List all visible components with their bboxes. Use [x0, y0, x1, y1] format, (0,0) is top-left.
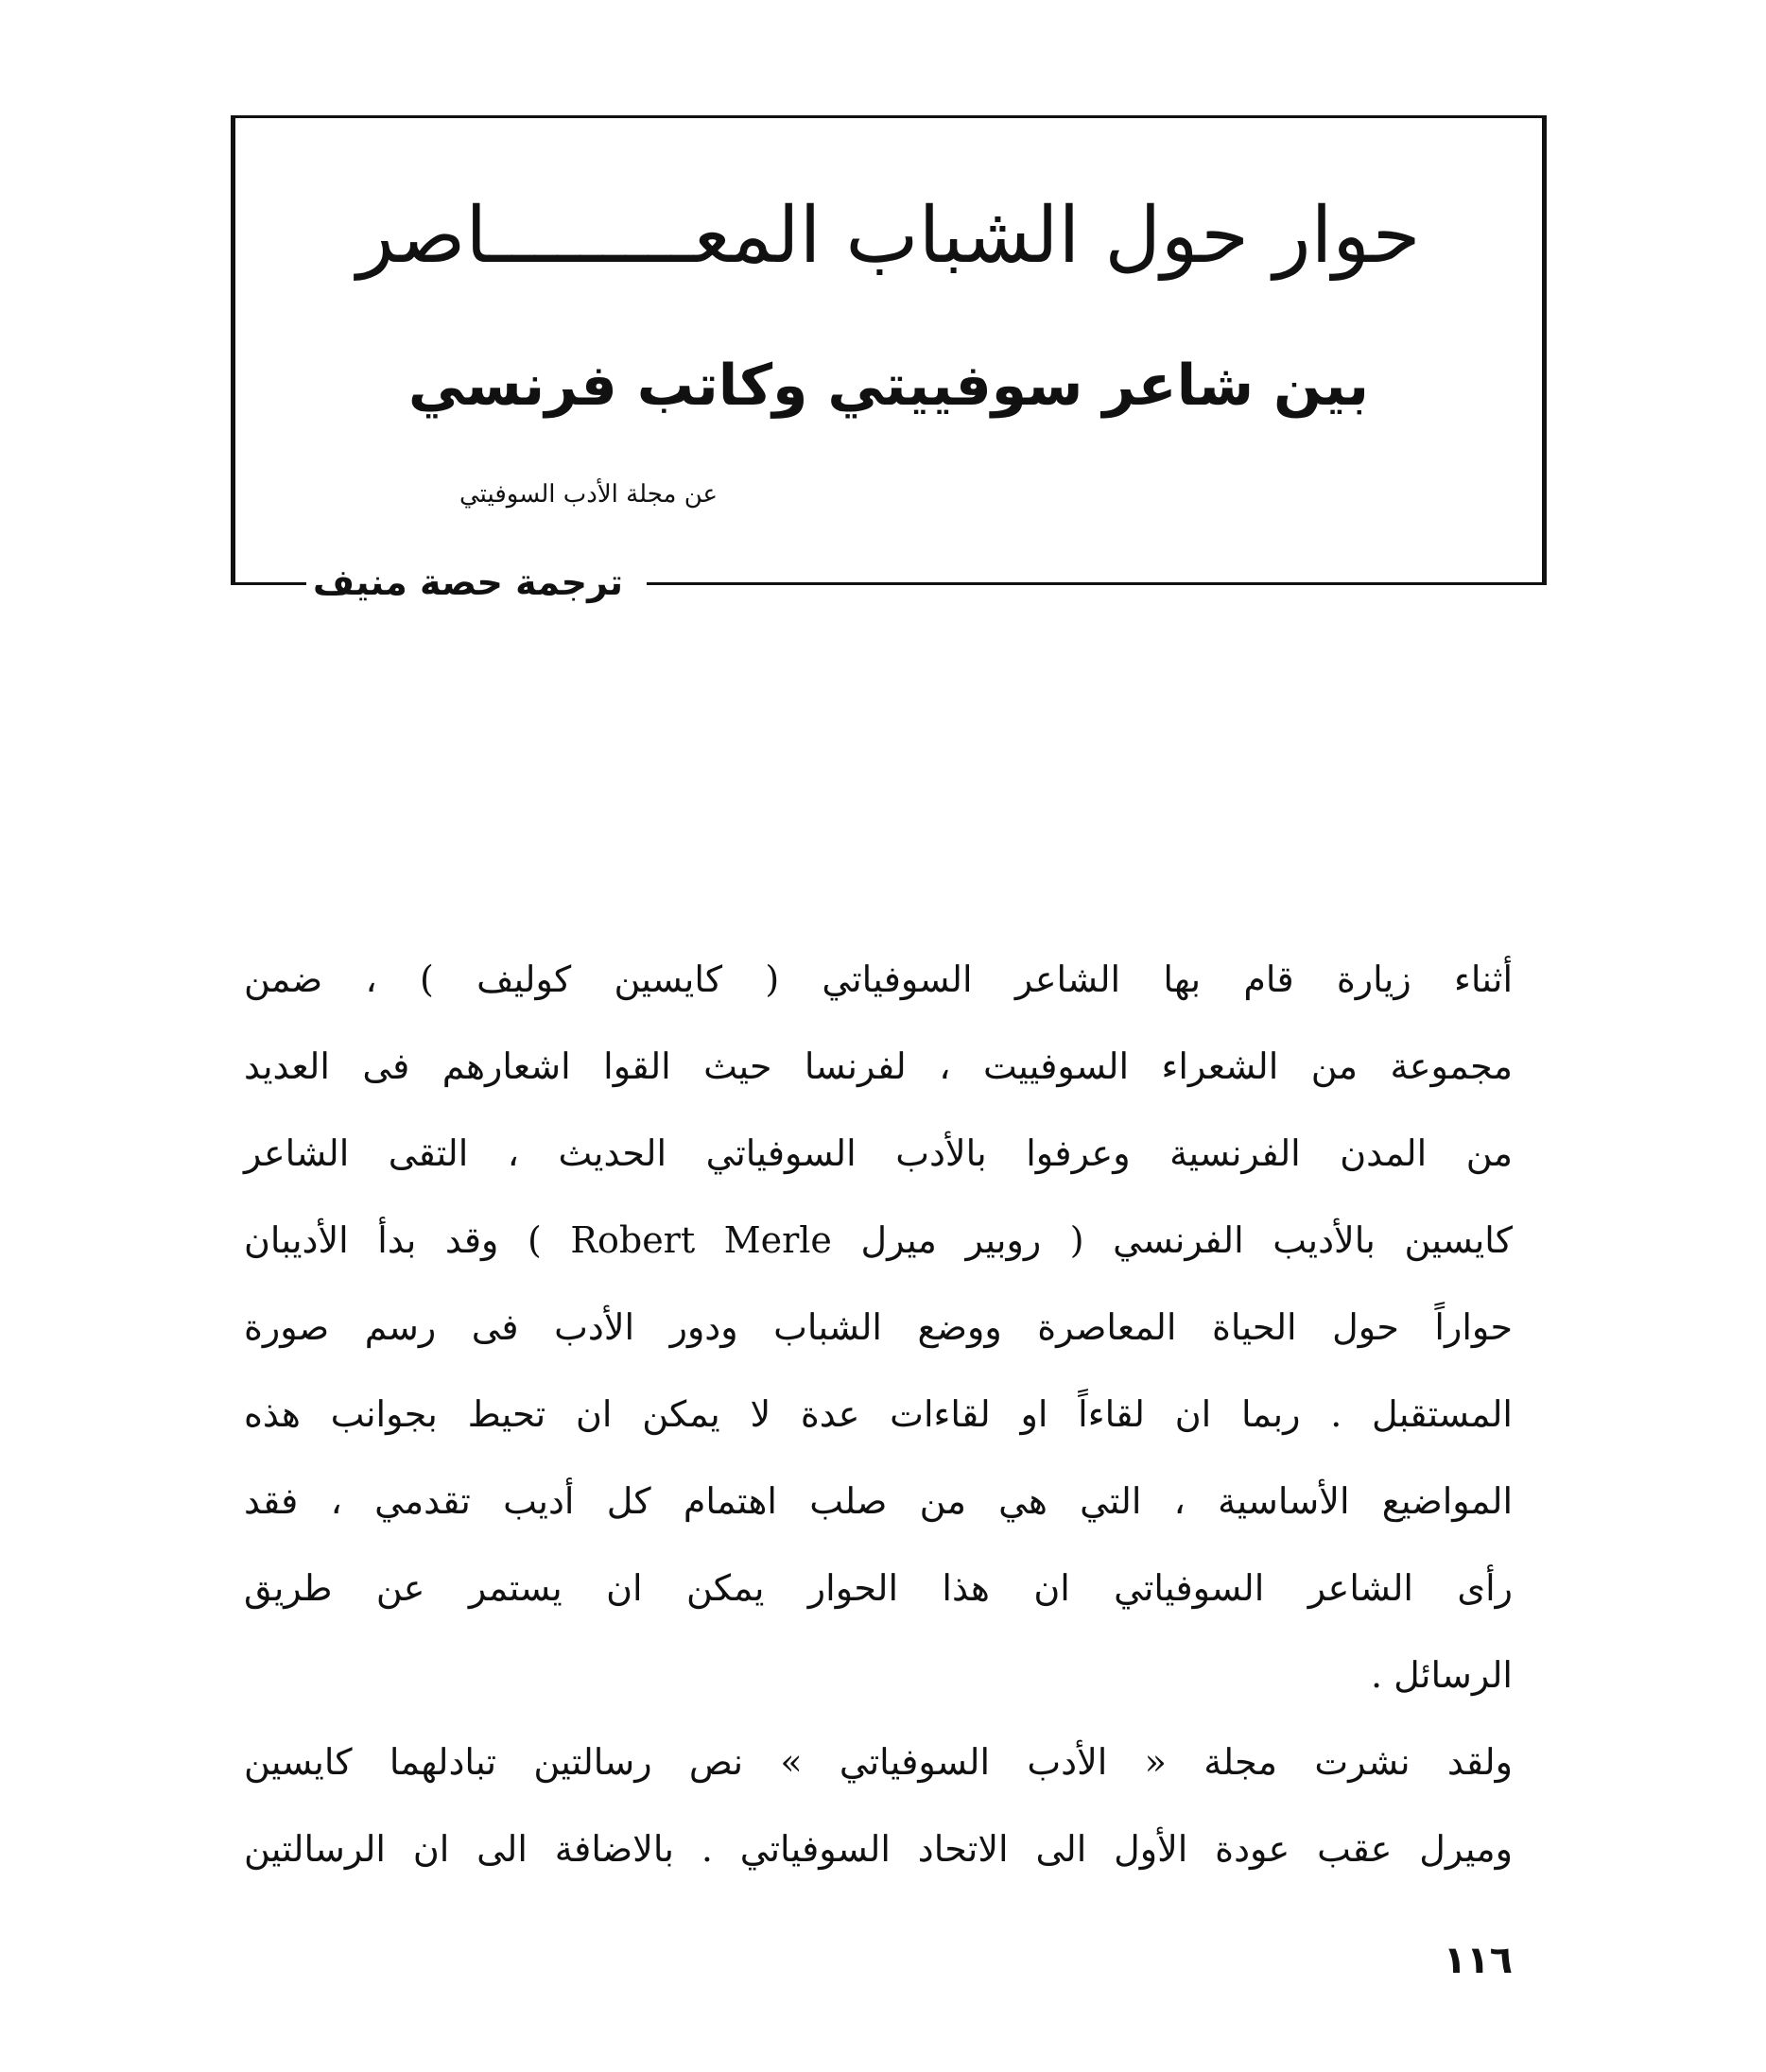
text-line: من المدن الفرنسية وعرفوا بالأدب السوفياتي الحديث ، التقى الشاعر [244, 1132, 1513, 1174]
text-line: أثناء زيارة قام بها الشاعر السوفياتي ( كايسين كوليف ) ، ضمن [244, 958, 1513, 1000]
text-line: كايسين بالأديب الفرنسي ( روبير ميرل Robert Merle ) وقد بدأ الأديبان [244, 1219, 1513, 1261]
article-title: حوار حول الشباب المعـــــــــاصر [356, 191, 1421, 281]
translator-credit: ترجمة حصة منيف [312, 556, 624, 609]
text-line: المواضيع الأساسية ، التي هي من صلب اهتمام كل أديب تقدمي ، فقد [244, 1480, 1513, 1522]
text-line: الرسائل . [1370, 1654, 1513, 1696]
page-number: ١١٦ [1443, 1939, 1513, 1982]
rule-segment-right [647, 582, 1547, 585]
rule-segment-left [231, 582, 306, 585]
text-line: ولقد نشرت مجلة « الأدب السوفياتي » نص رسالتين تبادلهما كايسين [244, 1741, 1513, 1783]
paragraph-1 [244, 936, 1513, 1718]
text-line: رأى الشاعر السوفياتي ان هذا الحوار يمكن ان يستمر عن طريق [244, 1567, 1513, 1609]
text-line: المستقبل . ربما ان لقاءاً او لقاءات عدة لا يمكن ان تحيط بجوانب هذه [244, 1393, 1513, 1435]
text-line: وميرل عقب عودة الأول الى الاتحاد السوفياتي . بالاضافة الى ان الرسالتين [244, 1828, 1513, 1870]
title-box [231, 115, 1547, 582]
source-note: عن مجلة الأدب السوفيتي [459, 480, 718, 509]
text-line: حواراً حول الحياة المعاصرة ووضع الشباب ودور الأدب فى رسم صورة [244, 1306, 1513, 1348]
article-subtitle: بين شاعر سوفييتي وكاتب فرنسي [407, 353, 1370, 419]
text-line: مجموعة من الشعراء السوفييت ، لفرنسا حيث القوا اشعارهم فى العديد [244, 1045, 1513, 1087]
paragraph-2 [244, 1718, 1513, 1892]
